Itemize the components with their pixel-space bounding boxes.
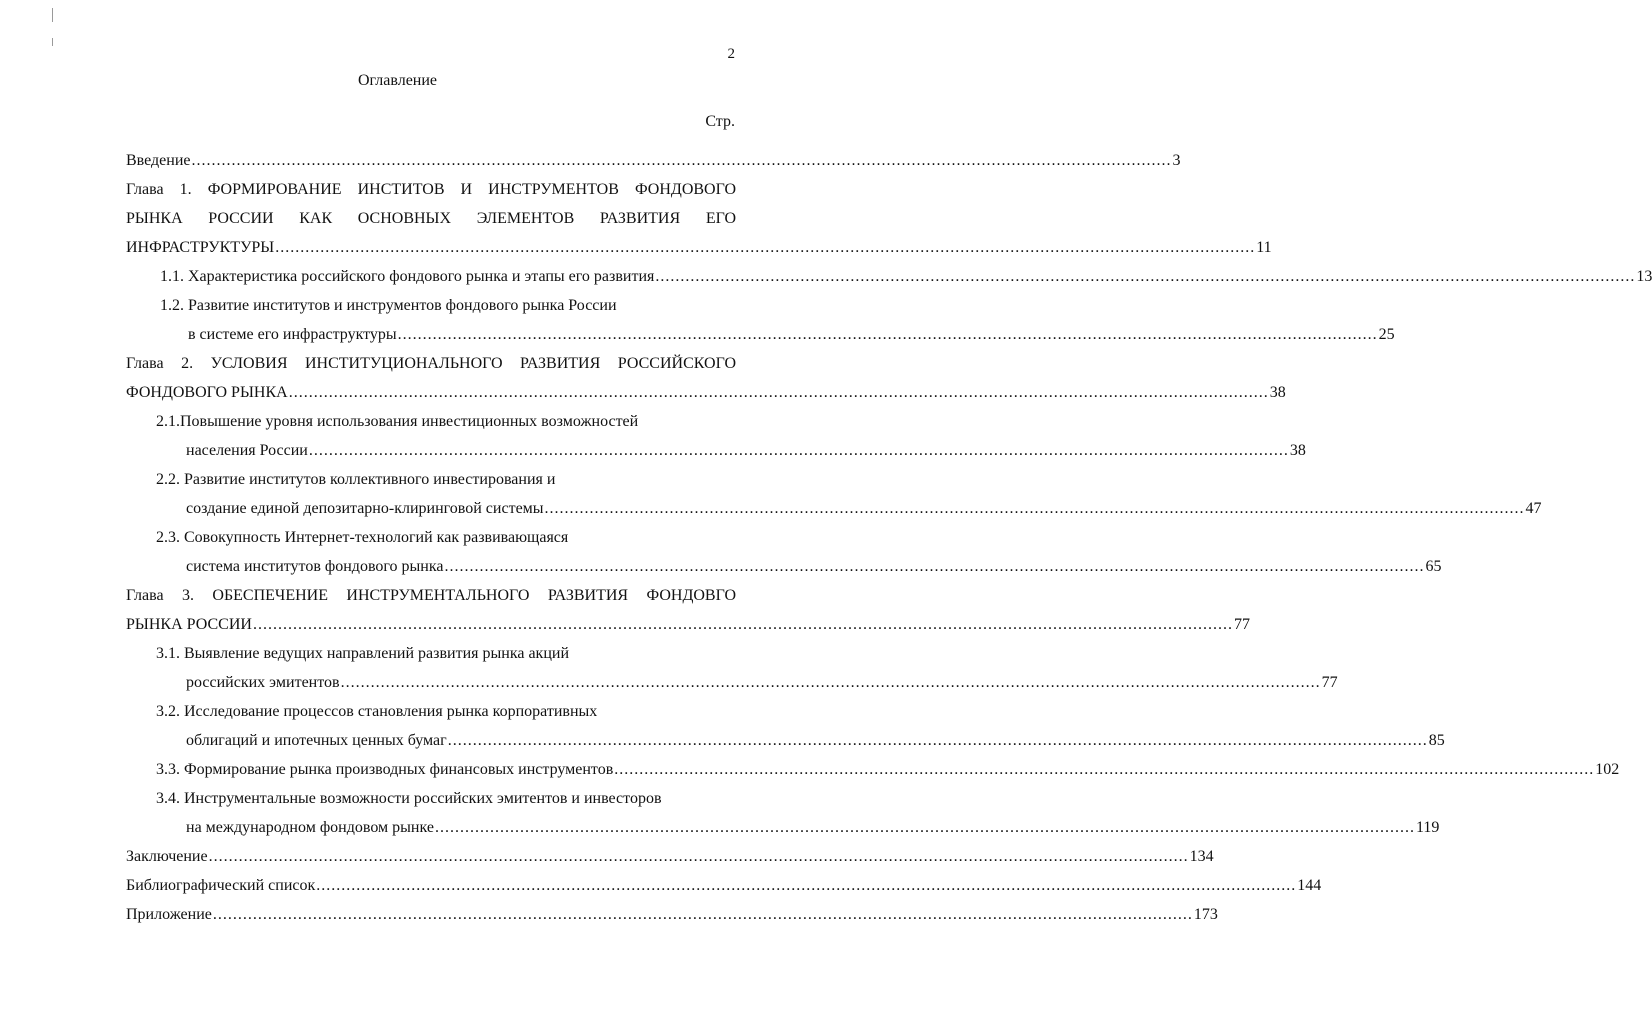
toc-label: населения России xyxy=(186,442,308,459)
toc-label: облигаций и ипотечных ценных бумаг xyxy=(186,732,447,749)
dot-leader: .................................................................................................................................................................................................... xyxy=(614,761,1595,778)
toc-entry-chapter-1[interactable] xyxy=(126,233,1272,262)
toc-page: 13 xyxy=(1636,268,1652,285)
toc-section-2-2-line[interactable] xyxy=(126,465,736,494)
toc-entry-3-1[interactable] xyxy=(126,668,1338,697)
dot-leader: .................................................................................................................................................................................................... xyxy=(252,616,1233,633)
toc-section-2-3-line[interactable] xyxy=(126,523,736,552)
toc-label: 3.3. Формирование рынка производных финансовых инструментов xyxy=(156,761,614,778)
toc-label: РЫНКА РОССИИ xyxy=(126,616,252,633)
dot-leader: .................................................................................................................................................................................................... xyxy=(434,819,1415,836)
toc-entry-1-2[interactable] xyxy=(126,320,1395,349)
toc-entry-intro[interactable] xyxy=(126,146,1181,175)
page-number: 2 xyxy=(727,46,735,62)
toc-section-1-2-line[interactable] xyxy=(126,291,736,320)
toc-section-2-1-line[interactable] xyxy=(126,407,736,436)
toc-entry-bibliography[interactable] xyxy=(126,871,1322,900)
toc-entry-3-4[interactable] xyxy=(126,813,1440,842)
toc-label: 3.1. Выявление ведущих направлений развития рынка акций xyxy=(156,645,570,662)
dot-leader: .................................................................................................................................................................................................... xyxy=(275,239,1256,256)
toc-label: 3.2. Исследование процессов становления рынка корпоративных xyxy=(156,703,598,720)
toc-label: Заключение xyxy=(126,848,208,865)
toc-label: Приложение xyxy=(126,906,212,923)
toc-label: на международном фондовом рынке xyxy=(186,819,434,836)
dot-leader: .................................................................................................................................................................................................... xyxy=(308,442,1289,459)
dot-leader: .................................................................................................................................................................................................... xyxy=(191,152,1172,169)
dot-leader: .................................................................................................................................................................................................... xyxy=(447,732,1428,749)
toc-page: 119 xyxy=(1415,819,1440,836)
toc-page: 3 xyxy=(1172,152,1181,169)
toc-page: 65 xyxy=(1425,558,1442,575)
dot-leader: .................................................................................................................................................................................................... xyxy=(544,500,1525,517)
dot-leader: .................................................................................................................................................................................................... xyxy=(288,384,1269,401)
toc-label: 2.1.Повышение уровня использования инвестиционных возможностей xyxy=(156,413,639,430)
toc-page: 144 xyxy=(1297,877,1322,894)
toc-label: 3.4. Инструментальные возможности российских эмитентов и инвесторов xyxy=(156,790,662,807)
toc-page: 11 xyxy=(1256,239,1272,256)
toc-entry-chapter-3[interactable] xyxy=(126,610,1250,639)
toc-page: 85 xyxy=(1428,732,1445,749)
toc-page: 173 xyxy=(1193,906,1218,923)
toc-section-3-2-line[interactable] xyxy=(126,697,736,726)
dot-leader: .................................................................................................................................................................................................... xyxy=(340,674,1321,691)
toc-entry-2-1[interactable] xyxy=(126,436,1306,465)
toc-label: 1.2. Развитие институтов и инструментов фондового рынка России xyxy=(160,297,617,314)
toc-entry-2-3[interactable] xyxy=(126,552,1442,581)
toc-section-3-1-line[interactable] xyxy=(126,639,736,668)
toc-chapter-2-line[interactable]: Глава 2. УСЛОВИЯ ИНСТИТУЦИОНАЛЬНОГО РАЗВИТИЯ РОССИЙСКОГО xyxy=(126,355,736,372)
toc-page: 134 xyxy=(1189,848,1214,865)
dot-leader: .................................................................................................................................................................................................... xyxy=(208,848,1189,865)
toc-label: создание единой депозитарно-клиринговой системы xyxy=(186,500,544,517)
toc-label: 2.2. Развитие институтов коллективного инвестирования и xyxy=(156,471,556,488)
toc-chapter-1-line[interactable]: РЫНКА РОССИИ КАК ОСНОВНЫХ ЭЛЕМЕНТОВ РАЗВИТИЯ ЕГО xyxy=(126,210,736,227)
toc-section-3-4-line[interactable] xyxy=(126,784,736,813)
table-of-contents xyxy=(126,146,1652,929)
dot-leader: .................................................................................................................................................................................................... xyxy=(316,877,1297,894)
toc-page: 47 xyxy=(1525,500,1542,517)
toc-page: 38 xyxy=(1289,442,1306,459)
toc-label: система институтов фондового рынка xyxy=(186,558,444,575)
page-title: Оглавление xyxy=(357,72,438,89)
toc-label: ФОНДОВОГО РЫНКА xyxy=(126,384,288,401)
toc-label: Библиографический список xyxy=(126,877,316,894)
page-column-label: Стр. xyxy=(705,113,735,130)
toc-page: 77 xyxy=(1321,674,1338,691)
toc-entry-1-1[interactable] xyxy=(126,262,1652,291)
toc-chapter-3-line[interactable]: Глава 3. ОБЕСПЕЧЕНИЕ ИНСТРУМЕНТАЛЬНОГО РАЗВИТИЯ ФОНДОВГО xyxy=(126,587,736,604)
dot-leader: .................................................................................................................................................................................................... xyxy=(397,326,1378,343)
toc-label: российских эмитентов xyxy=(186,674,340,691)
dot-leader: .................................................................................................................................................................................................... xyxy=(212,906,1193,923)
toc-entry-3-3[interactable] xyxy=(126,755,1620,784)
toc-label: в системе его инфраструктуры xyxy=(188,326,397,343)
toc-entry-conclusion[interactable] xyxy=(126,842,1214,871)
toc-label: Введение xyxy=(126,152,191,169)
toc-chapter-1-line[interactable]: Глава 1. ФОРМИРОВАНИЕ ИНСТИТОВ И ИНСТРУМЕНТОВ ФОНДОВОГО xyxy=(126,181,736,198)
dot-leader: .................................................................................................................................................................................................... xyxy=(655,268,1636,285)
scan-artifact xyxy=(52,8,53,22)
toc-label: ИНФРАСТРУКТУРЫ xyxy=(126,239,275,256)
scan-artifact xyxy=(52,38,53,46)
toc-page: 25 xyxy=(1378,326,1395,343)
toc-page: 102 xyxy=(1595,761,1620,778)
toc-entry-3-2[interactable] xyxy=(126,726,1445,755)
toc-entry-appendix[interactable] xyxy=(126,900,1218,929)
toc-entry-chapter-2[interactable] xyxy=(126,378,1286,407)
toc-page: 38 xyxy=(1269,384,1286,401)
toc-entry-2-2[interactable] xyxy=(126,494,1542,523)
dot-leader: .................................................................................................................................................................................................... xyxy=(444,558,1425,575)
toc-page: 77 xyxy=(1233,616,1250,633)
toc-label: 1.1. Характеристика российского фондового рынка и этапы его развития xyxy=(160,268,655,285)
toc-label: 2.3. Совокупность Интернет-технологий как развивающаяся xyxy=(156,529,569,546)
